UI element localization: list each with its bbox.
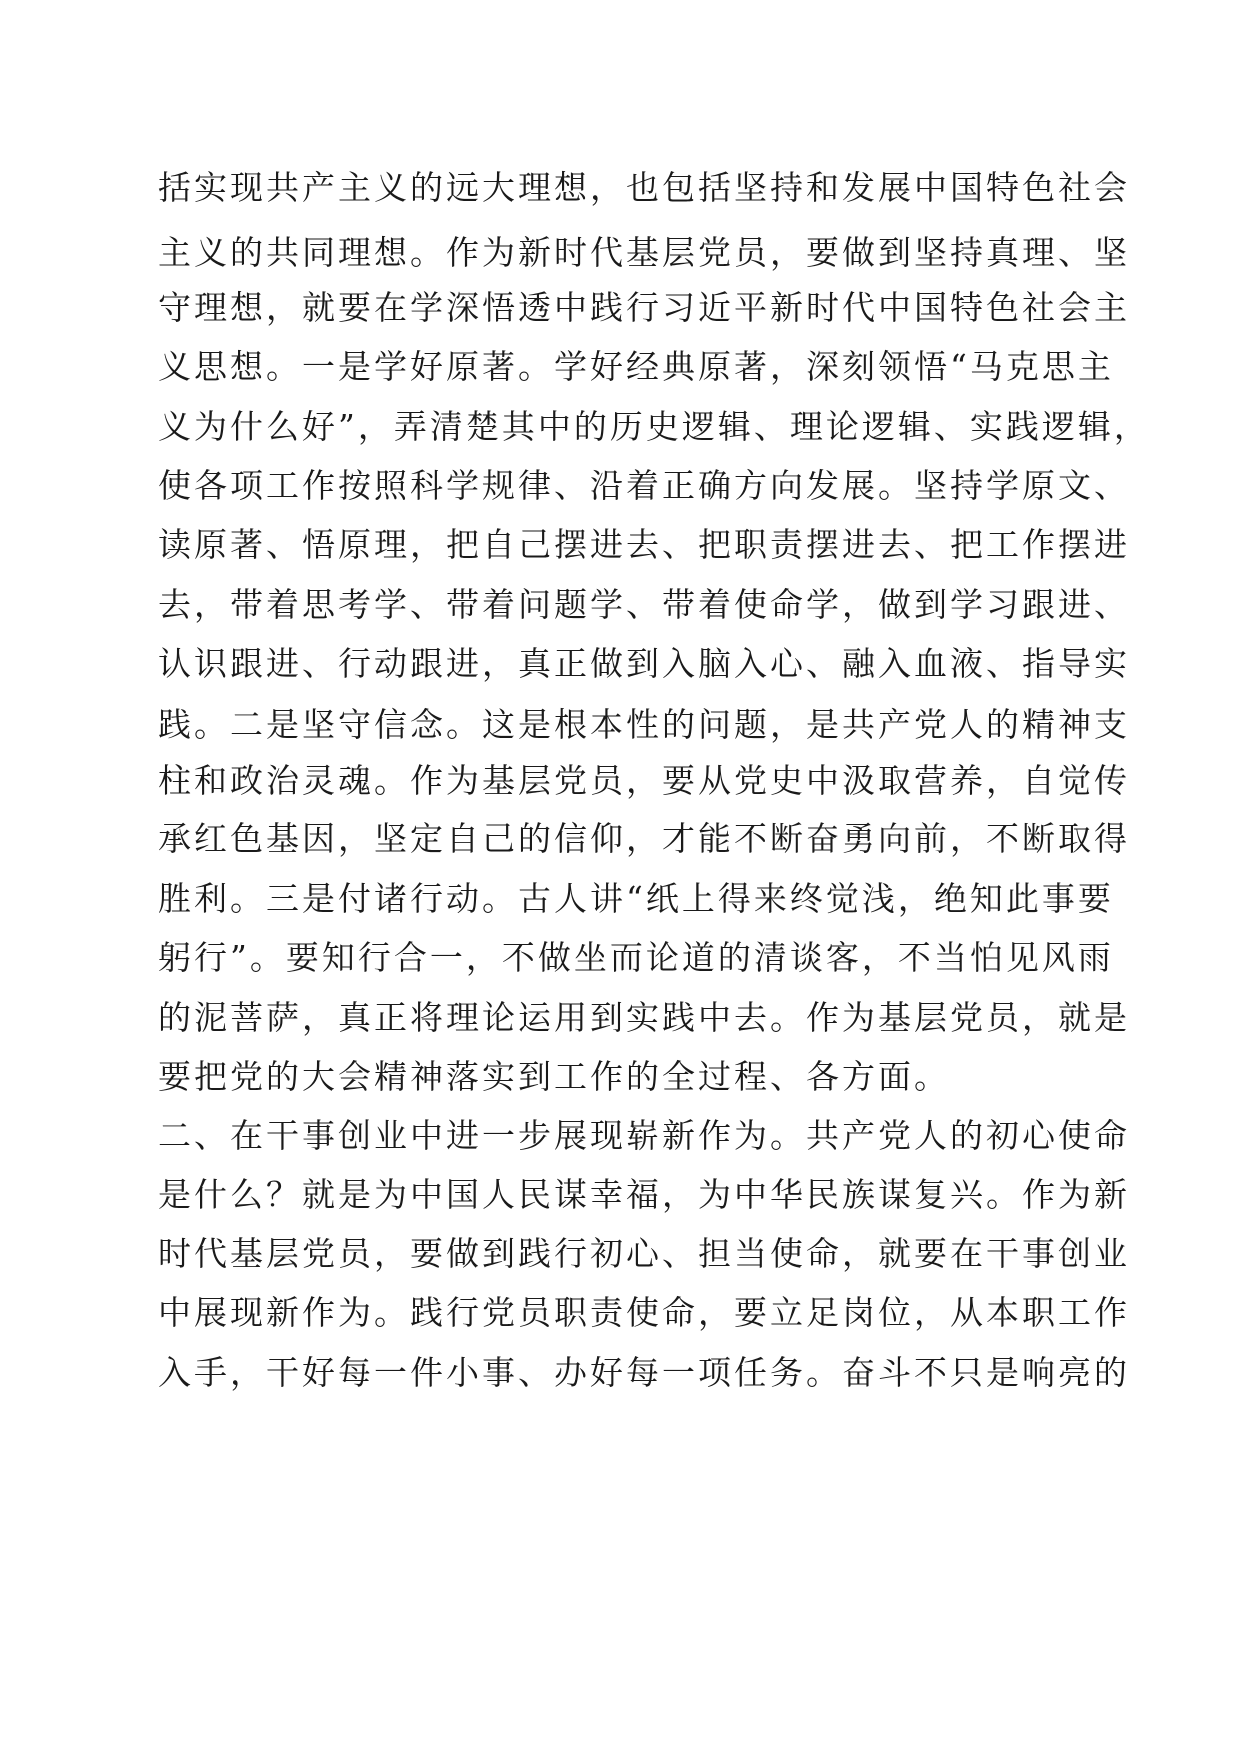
text-line-21: 入手，干好每一件小事、办好每一项任务。奋斗不只是响亮的 xyxy=(158,1353,1130,1392)
text-line-19: 时代基层党员，要做到践行初心、担当使命，就要在干事创业 xyxy=(158,1234,1130,1273)
text-line-14: 躬行”。要知行合一，不做坐而论道的清谈客，不当怕见风雨 xyxy=(158,938,1114,977)
text-line-18: 是什么？就是为中国人民谋幸福，为中华民族谋复兴。作为新 xyxy=(158,1175,1130,1214)
text-line-15: 的泥菩萨，真正将理论运用到实践中去。作为基层党员，就是 xyxy=(158,998,1130,1037)
text-line-9: 认识跟进、行动跟进，真正做到入脑入心、融入血液、指导实 xyxy=(158,644,1130,683)
text-line-11: 柱和政治灵魂。作为基层党员，要从党史中汲取营养，自觉传 xyxy=(158,761,1130,800)
text-line-16: 要把党的大会精神落实到工作的全过程、各方面。 xyxy=(158,1057,950,1096)
text-line-1: 括实现共产主义的远大理想，也包括坚持和发展中国特色社会 xyxy=(158,168,1130,207)
section-heading-2: 二、在干事创业中进一步展现崭新作为。共产党人的初心使命 xyxy=(158,1116,1130,1155)
text-line-12: 承红色基因，坚定自己的信仰，才能不断奋勇向前，不断取得 xyxy=(158,819,1130,858)
text-line-20: 中展现新作为。践行党员职责使命，要立足岗位，从本职工作 xyxy=(158,1293,1130,1332)
text-line-4: 义思想。一是学好原著。学好经典原著，深刻领悟“马克思主 xyxy=(158,347,1114,386)
text-line-5: 义为什么好”，弄清楚其中的历史逻辑、理论逻辑、实践逻辑， xyxy=(158,407,1150,446)
text-line-7: 读原著、悟原理，把自己摆进去、把职责摆进去、把工作摆进 xyxy=(158,525,1130,564)
text-line-10: 践。二是坚守信念。这是根本性的问题，是共产党人的精神支 xyxy=(158,705,1130,744)
text-line-3: 守理想，就要在学深悟透中践行习近平新时代中国特色社会主 xyxy=(158,288,1130,327)
text-line-8: 去，带着思考学、带着问题学、带着使命学，做到学习跟进、 xyxy=(158,585,1130,624)
text-line-6: 使各项工作按照科学规律、沿着正确方向发展。坚持学原文、 xyxy=(158,466,1130,505)
text-line-13: 胜利。三是付诸行动。古人讲“纸上得来终觉浅，绝知此事要 xyxy=(158,879,1114,918)
text-line-2: 主义的共同理想。作为新时代基层党员，要做到坚持真理、坚 xyxy=(158,233,1130,272)
